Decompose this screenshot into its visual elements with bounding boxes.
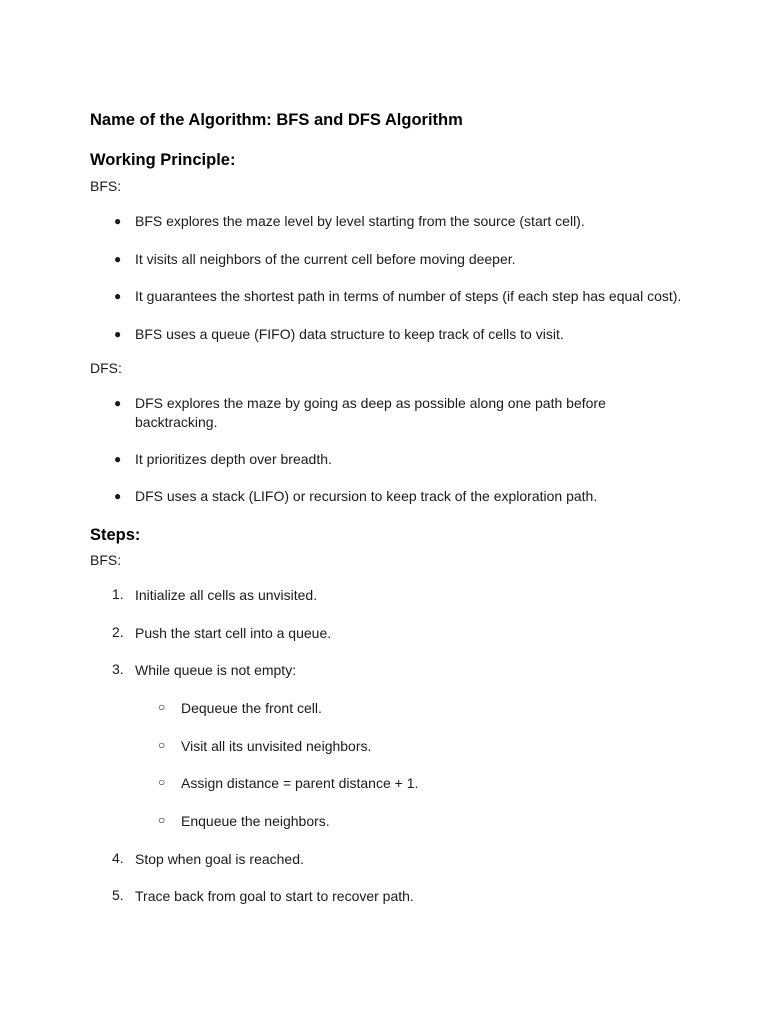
- list-item-text: Stop when goal is reached.: [135, 851, 304, 867]
- bullet-icon: ●: [114, 396, 122, 410]
- bullet-icon: ●: [114, 289, 122, 303]
- list-number: 4.: [112, 850, 124, 866]
- list-item-text: Trace back from goal to start to recover path.: [135, 888, 414, 904]
- sub-list-item-text: Visit all its unvisited neighbors.: [181, 738, 372, 754]
- list-item-text: It prioritizes depth over breadth.: [135, 451, 332, 467]
- sub-list-item-text: Dequeue the front cell.: [181, 700, 322, 716]
- list-item-text: Initialize all cells as unvisited.: [135, 587, 318, 603]
- sub-list-item-text: Enqueue the neighbors.: [181, 813, 330, 829]
- steps-heading: Steps:: [90, 526, 141, 544]
- list-item-text: BFS explores the maze level by level starting from the source (start cell).: [135, 213, 585, 229]
- circle-bullet-icon: ○: [158, 775, 166, 789]
- list-item-text: DFS explores the maze by going as deep as possible along one path before backtracking.: [135, 395, 606, 430]
- circle-bullet-icon: ○: [158, 738, 166, 752]
- document-title: Name of the Algorithm: BFS and DFS Algorithm: [90, 111, 463, 129]
- bullet-icon: ●: [114, 452, 122, 466]
- list-item-text: It visits all neighbors of the current cell before moving deeper.: [135, 251, 516, 267]
- sub-list-item-text: Assign distance = parent distance + 1.: [181, 775, 419, 791]
- list-item-text: DFS uses a stack (LIFO) or recursion to keep track of the exploration path.: [135, 488, 598, 504]
- list-number: 5.: [112, 887, 124, 903]
- list-item-text: It guarantees the shortest path in terms of number of steps (if each step has equal cost).: [135, 288, 682, 304]
- circle-bullet-icon: ○: [158, 700, 166, 714]
- list-number: 3.: [112, 661, 124, 677]
- steps-bfs-label: BFS:: [90, 552, 122, 568]
- dfs-label: DFS:: [90, 360, 122, 376]
- list-item-text: While queue is not empty:: [135, 662, 297, 678]
- working-principle-heading: Working Principle:: [90, 151, 236, 169]
- list-item-text: Push the start cell into a queue.: [135, 625, 332, 641]
- list-item-text: BFS uses a queue (FIFO) data structure to keep track of cells to visit.: [135, 326, 564, 342]
- list-number: 2.: [112, 624, 124, 640]
- bullet-icon: ●: [114, 252, 122, 266]
- bfs-label: BFS:: [90, 178, 122, 194]
- bullet-icon: ●: [114, 489, 122, 503]
- bullet-icon: ●: [114, 327, 122, 341]
- circle-bullet-icon: ○: [158, 813, 166, 827]
- bullet-icon: ●: [114, 214, 122, 228]
- list-number: 1.: [112, 586, 124, 602]
